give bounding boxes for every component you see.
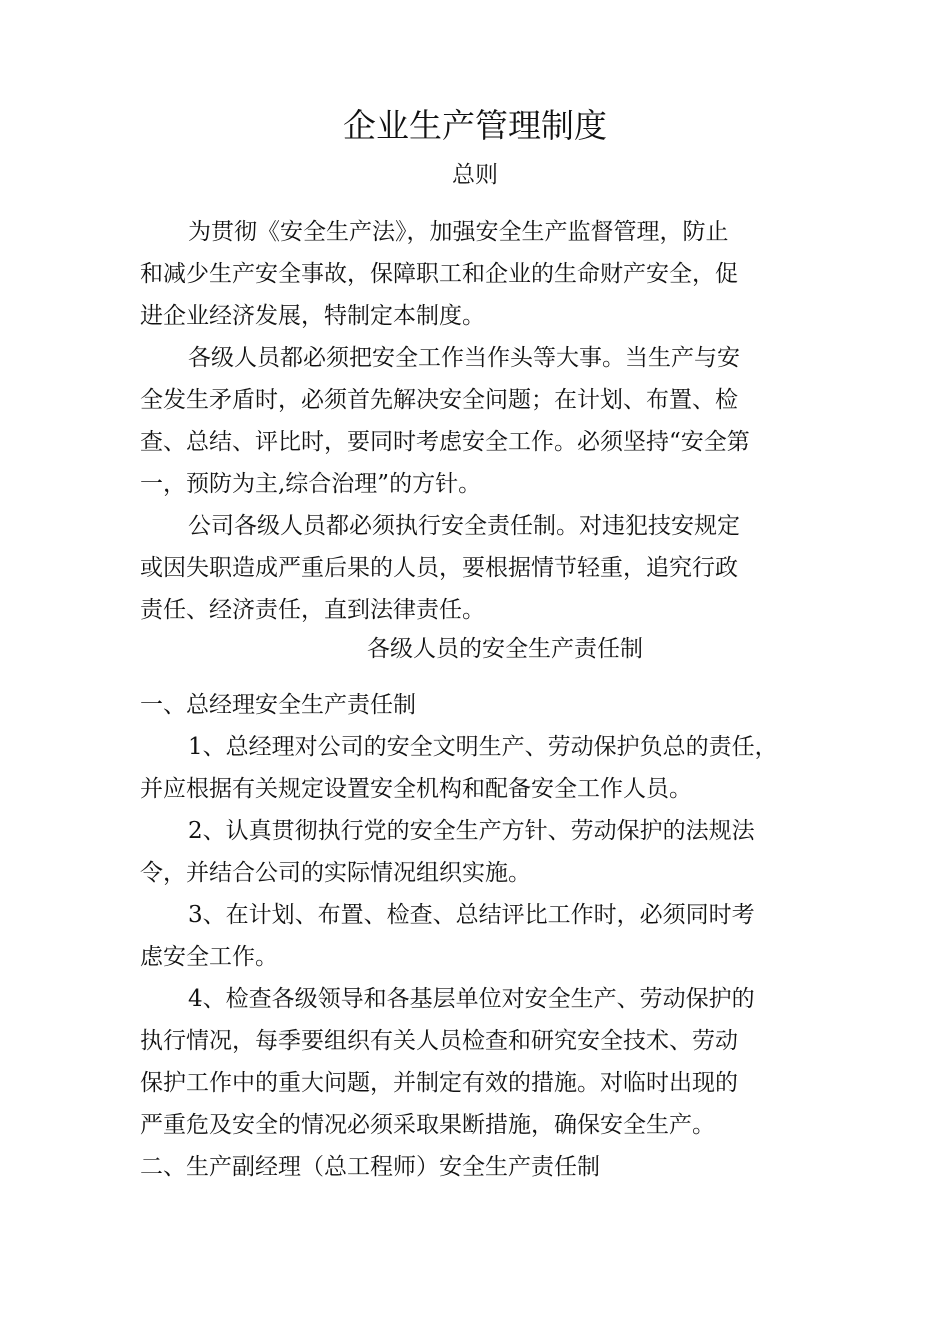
paragraph-line: 各级人员都必须把安全工作当作头等大事。当生产与安 <box>188 345 740 371</box>
paragraph-line: 公司各级人员都必须执行安全责任制。对违犯技安规定 <box>188 513 740 539</box>
paragraph-line: 进企业经济发展，特制定本制度。 <box>140 303 485 329</box>
paragraph-line: 并应根据有关规定设置安全机构和配备安全工作人员。 <box>140 776 692 802</box>
paragraph-line: 为贯彻《安全生产法》，加强安全生产监督管理，防止 <box>188 219 729 245</box>
paragraph-line: 查、总结、评比时，要同时考虑安全工作。必须坚持“安全第 <box>140 429 750 455</box>
paragraph-line: 责任、经济责任，直到法律责任。 <box>140 597 485 623</box>
paragraph-line: 和减少生产安全事故，保障职工和企业的生命财产安全，促 <box>140 261 738 287</box>
paragraph-line: 全发生矛盾时，必须首先解决安全问题；在计划、布置、检 <box>140 387 738 413</box>
paragraph-line: 严重危及安全的情况必须采取果断措施，确保安全生产。 <box>140 1112 715 1138</box>
paragraph-line: 1、总经理对公司的安全文明生产、劳动保护负总的责任， <box>188 734 778 760</box>
paragraph-line: 虑安全工作。 <box>140 944 278 970</box>
paragraph-line: 执行情况，每季要组织有关人员检查和研究安全技术、劳动 <box>140 1028 738 1054</box>
paragraph-line: 3、在计划、布置、检查、总结评比工作时，必须同时考 <box>188 902 755 928</box>
document-subtitle: 总则 <box>452 162 498 188</box>
section-title: 各级人员的安全生产责任制 <box>367 636 643 662</box>
document-title: 企业生产管理制度 <box>343 106 607 145</box>
paragraph-line: 4、检查各级领导和各基层单位对安全生产、劳动保护的 <box>188 986 755 1012</box>
paragraph-line: 2、认真贯彻执行党的安全生产方针、劳动保护的法规法 <box>188 818 755 844</box>
paragraph-line: 令，并结合公司的实际情况组织实施。 <box>140 860 531 886</box>
paragraph-line: 或因失职造成严重后果的人员，要根据情节轻重，追究行政 <box>140 555 738 581</box>
heading-line: 二、生产副经理（总工程师）安全生产责任制 <box>140 1154 600 1180</box>
paragraph-line: 保护工作中的重大问题，并制定有效的措施。对临时出现的 <box>140 1070 738 1096</box>
heading-line: 一、总经理安全生产责任制 <box>140 692 416 718</box>
paragraph-line: 一，预防为主,综合治理”的方针。 <box>140 471 482 497</box>
